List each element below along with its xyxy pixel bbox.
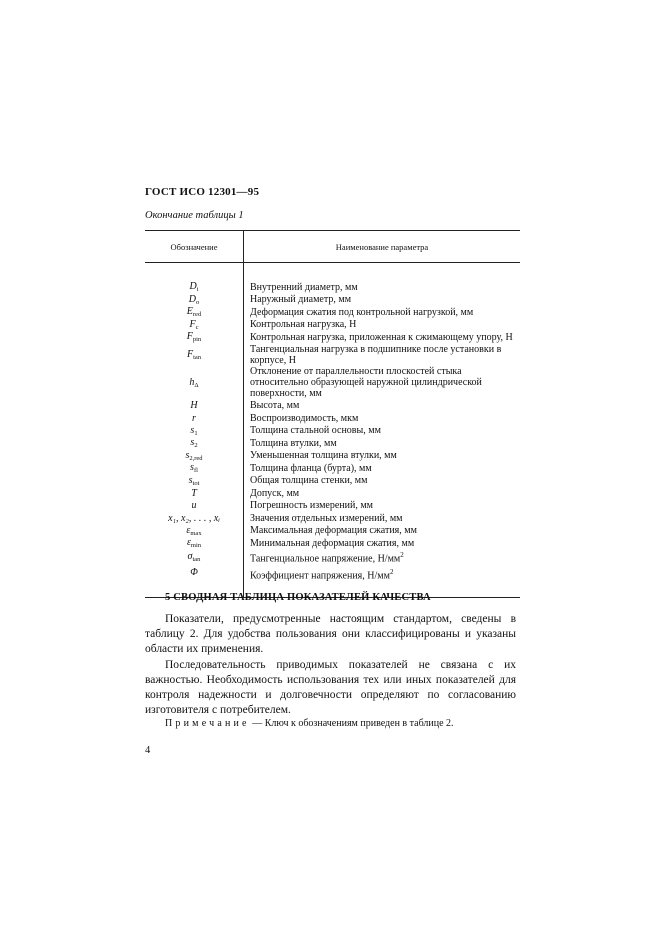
symbol-subscript: tan — [193, 353, 202, 361]
symbol-cell — [145, 550, 244, 565]
description-text: Воспроизводимость, мкм — [250, 412, 359, 424]
symbol-text: s — [190, 437, 195, 449]
description-cell — [244, 500, 521, 513]
description-text: Коэффициент напряжения, Н/мм — [250, 570, 390, 582]
symbol-subscript: tot — [192, 479, 200, 487]
symbol-text: ε — [186, 524, 191, 536]
symbol-text: s — [188, 474, 193, 486]
symbol-subscript: min — [190, 542, 202, 550]
description-text: Контрольная нагрузка, приложенная к сжимающему упору, Н — [250, 331, 513, 343]
symbol-subscript: red — [192, 311, 202, 319]
symbol-cell — [145, 344, 244, 366]
description-cell — [244, 331, 521, 344]
description-text: Внутренний диаметр, мм — [250, 281, 358, 293]
symbol-cell — [145, 294, 244, 307]
table-row — [145, 294, 520, 307]
description-cell — [244, 366, 521, 400]
symbol-subscript: i — [196, 286, 199, 294]
symbol-cell — [145, 366, 244, 400]
symbol-cell — [145, 500, 244, 513]
document-header: ГОСТ ИСО 12301—95 — [145, 186, 260, 198]
symbol-cell — [145, 400, 244, 413]
symbol-subscript: pin — [192, 336, 202, 344]
description-text: Деформация сжатия под контрольной нагрузкой, мм — [250, 306, 474, 318]
table-row — [145, 475, 520, 488]
symbol-text: F — [186, 331, 193, 343]
column-header-name: Наименование параметра — [244, 231, 521, 263]
symbol-text: T — [191, 487, 197, 499]
note-label: Примечание — [165, 718, 250, 729]
table-row — [145, 412, 520, 425]
symbol-subscript: max — [190, 529, 202, 537]
description-text: Контрольная нагрузка, Н — [250, 319, 357, 331]
paragraph-2 — [145, 658, 516, 718]
symbol-cell — [145, 462, 244, 475]
table-row — [145, 344, 520, 366]
table-row — [145, 550, 520, 565]
section-heading: 5 СВОДНАЯ ТАБЛИЦА ПОКАЗАТЕЛЕЙ КАЧЕСТВА — [165, 592, 431, 603]
symbol-text: σ — [187, 550, 193, 562]
symbol-cell — [145, 425, 244, 438]
symbol-subscript: 2 — [194, 442, 198, 450]
symbol-subscript: 2,red — [189, 454, 203, 462]
table-row — [145, 281, 520, 294]
symbol-cell — [145, 412, 244, 425]
symbol-cell — [145, 306, 244, 319]
symbol-text: Φ — [190, 567, 198, 579]
symbol-text: s — [190, 462, 194, 474]
paragraph-1-text: Показатели, предусмотренные настоящим стандартом, сведены в таблицу 2. Для удобства пользования они классифицированы и указаны области их применения. — [145, 613, 516, 655]
symbol-text: h — [189, 376, 195, 388]
table-row — [145, 525, 520, 538]
description-cell — [244, 306, 521, 319]
description-cell — [244, 412, 521, 425]
symbol-text: r — [192, 412, 196, 424]
description-text: Максимальная деформация сжатия, мм — [250, 525, 417, 537]
table-spacer-row — [145, 263, 520, 282]
description-cell — [244, 319, 521, 332]
description-text: Значения отдельных измерений, мм — [250, 512, 403, 524]
description-cell — [244, 450, 521, 463]
symbol-cell — [145, 475, 244, 488]
description-cell — [244, 462, 521, 475]
table-header-row — [145, 231, 520, 263]
description-text: Уменьшенная толщина втулки, мм — [250, 450, 397, 462]
symbol-cell — [145, 437, 244, 450]
description-cell — [244, 537, 521, 550]
description-cell — [244, 294, 521, 307]
paragraph-2-text: Последовательность приводимых показателей не связана с их важностью. Необходимость использования тех или иных показателей для контроля надежности и долговечности определяют по согласованию изготовителя с потребителем. — [145, 659, 516, 716]
unit-superscript: 2 — [389, 568, 394, 577]
note — [165, 718, 454, 729]
symbol-cell — [145, 450, 244, 463]
description-cell — [244, 487, 521, 500]
description-text: Общая толщина стенки, мм — [250, 475, 368, 487]
description-cell — [244, 512, 521, 525]
description-cell — [244, 400, 521, 413]
column-header-symbol: Обозначение — [145, 231, 244, 263]
parameter-table — [145, 230, 520, 598]
description-text: Отклонение от параллельности плоскостей стыка относительно образующей наружной цилиндрической поверхности, мм — [250, 365, 482, 400]
symbol-text: D — [188, 293, 196, 305]
symbol-text: x₁, x₂, . . . , xᵢ — [168, 512, 220, 524]
page-number: 4 — [145, 745, 151, 756]
description-cell — [244, 425, 521, 438]
symbol-text: s — [185, 449, 190, 461]
symbol-subscript: o — [195, 298, 200, 306]
description-text: Толщина втулки, мм — [250, 437, 337, 449]
symbol-text: u — [191, 500, 197, 512]
description-cell — [244, 344, 521, 366]
table-row — [145, 425, 520, 438]
unit-superscript: 2 — [400, 550, 404, 559]
table-caption: Окончание таблицы 1 — [145, 210, 244, 221]
table-row — [145, 366, 520, 400]
description-text: Минимальная деформация сжатия, мм — [250, 537, 415, 549]
paragraph-1 — [145, 612, 516, 657]
table-row — [145, 512, 520, 525]
table-row — [145, 400, 520, 413]
symbol-cell — [145, 281, 244, 294]
description-cell — [244, 525, 521, 538]
note-text: — Ключ к обозначениям приведен в таблице 2. — [249, 718, 454, 729]
table-row — [145, 437, 520, 450]
symbol-cell — [145, 525, 244, 538]
description-text: Высота, мм — [250, 400, 300, 412]
table-row — [145, 537, 520, 550]
description-cell — [244, 281, 521, 294]
description-text: Толщина фланца (бурта), мм — [250, 462, 372, 474]
symbol-subscript: c — [195, 323, 199, 331]
description-cell — [244, 475, 521, 488]
table-row — [145, 331, 520, 344]
symbol-text: s — [190, 424, 195, 436]
table-row — [145, 487, 520, 500]
description-text: Погрешность измерений, мм — [250, 500, 374, 512]
description-text: Толщина стальной основы, мм — [250, 425, 381, 437]
description-cell — [244, 550, 521, 565]
symbol-subscript: 1 — [194, 429, 198, 437]
symbol-text: F — [186, 348, 194, 360]
table-row — [145, 500, 520, 513]
symbol-subscript: fl — [193, 467, 198, 475]
symbol-text: E — [186, 306, 193, 318]
symbol-subscript: Δ — [194, 381, 199, 389]
symbol-cell — [145, 537, 244, 550]
table-row — [145, 306, 520, 319]
description-cell — [244, 437, 521, 450]
symbol-cell — [145, 512, 244, 525]
symbol-cell — [145, 331, 244, 344]
description-text: Наружный диаметр, мм — [250, 294, 352, 306]
table-row — [145, 450, 520, 463]
description-text: Допуск, мм — [250, 487, 300, 499]
symbol-text: H — [190, 400, 198, 412]
table-row — [145, 462, 520, 475]
description-text: Тангенциальное напряжение, Н/мм — [250, 552, 401, 564]
symbol-cell — [145, 319, 244, 332]
symbol-text: F — [189, 318, 196, 330]
table-row — [145, 319, 520, 332]
symbol-text: ε — [186, 537, 191, 549]
symbol-cell — [145, 487, 244, 500]
symbol-subscript: tan — [192, 555, 201, 563]
symbol-text: D — [189, 281, 197, 293]
description-text: Тангенциальная нагрузка в подшипнике после установки в корпусе, Н — [250, 343, 502, 366]
